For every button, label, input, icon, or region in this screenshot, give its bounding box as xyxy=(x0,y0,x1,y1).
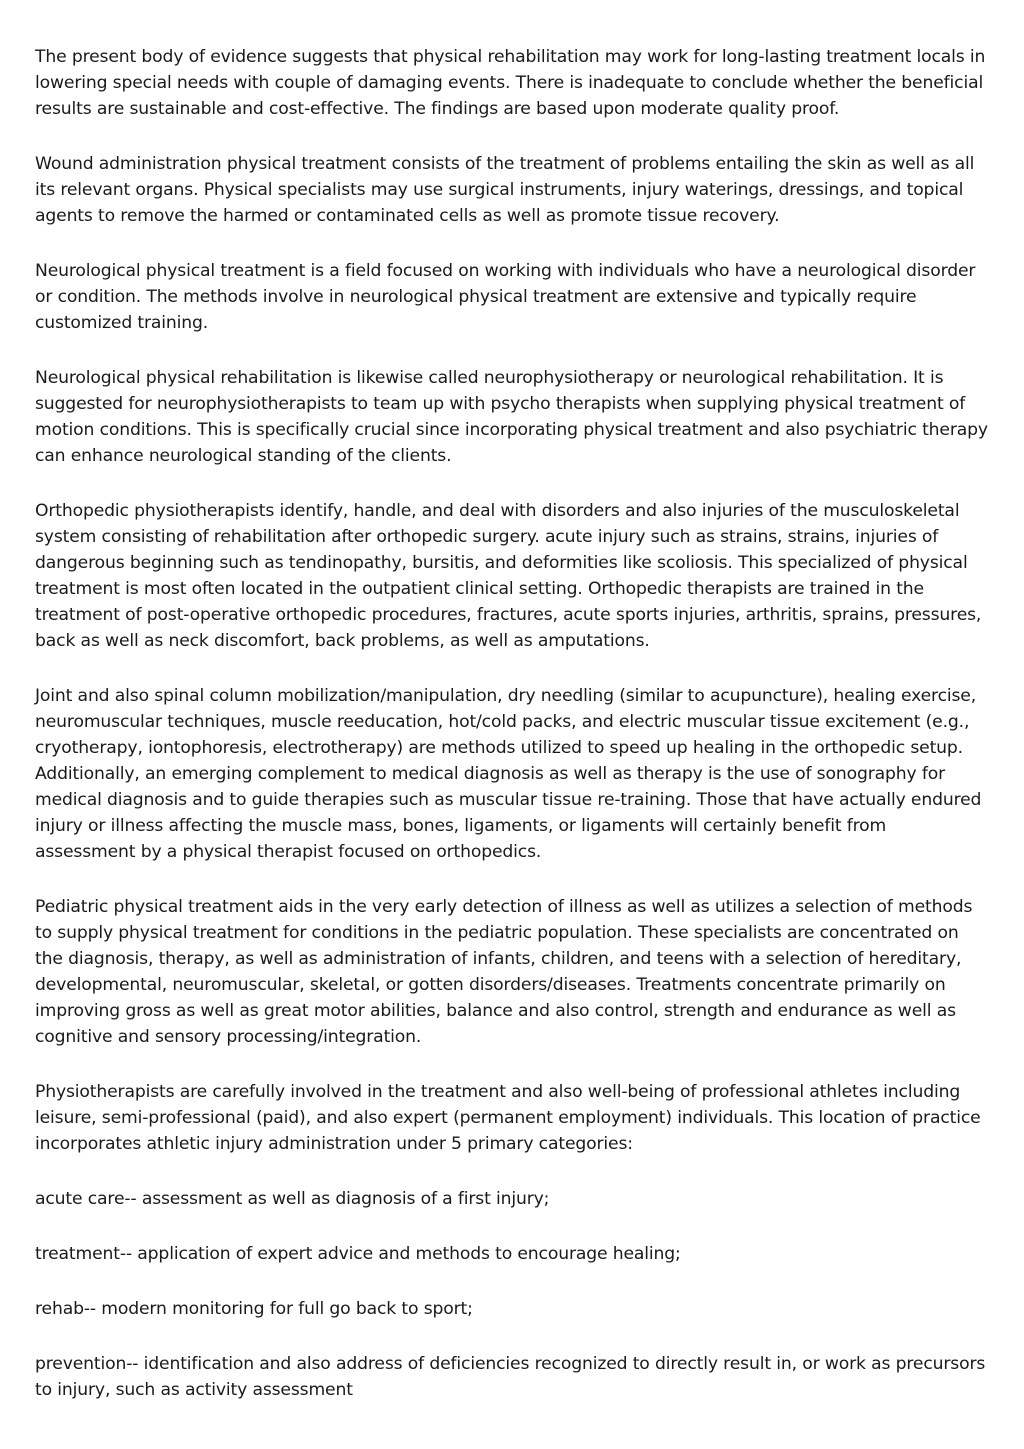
paragraph-neurological-treatment: Neurological physical treatment is a field focused on working with individuals who have a neurological disorder or condition. The methods involve in neurological physical treatment are extensive and typically require customized training. xyxy=(35,261,976,333)
paragraph-athletes: Physiotherapists are carefully involved in the treatment and also well-being of professional athletes including leisure, semi-professional (paid), and also expert (permanent employment) individuals. This location of practice incorporates athletic injury administration under 5 primary categories: xyxy=(35,1082,981,1154)
paragraph-acute-care: acute care-- assessment as well as diagnosis of a first injury; xyxy=(35,1189,550,1209)
paragraph-prevention: prevention-- identification and also address of deficiencies recognized to directly result in, or work as precursors to injury, such as activity assessment xyxy=(35,1354,986,1400)
paragraph-wound-administration: Wound administration physical treatment consists of the treatment of problems entailing the skin as well as all its relevant organs. Physical specialists may use surgical instruments, injury waterings, dressings, and topical agents to remove the harmed or contaminated cells as well as promote tissue recovery. xyxy=(35,154,975,226)
paragraph-rehab: rehab-- modern monitoring for full go back to sport; xyxy=(35,1299,473,1319)
paragraph-orthopedic: Orthopedic physiotherapists identify, handle, and deal with disorders and also injuries of the musculoskeletal system consisting of rehabilitation after orthopedic surgery. acute injury such as strains, strains, injuries of dangerous beginning such as tendinopathy, bursitis, and deformities like scoliosis. This specialized of physical treatment is most often located in the outpatient clinical setting. Orthopedic therapists are trained in the treatment of post-operative orthopedic procedures, fractures, acute sports injuries, arthritis, sprains, pressures, back as well as neck discomfort, back problems, as well as amputations. xyxy=(35,501,982,651)
paragraph-treatment: treatment-- application of expert advice and methods to encourage healing; xyxy=(35,1244,681,1264)
paragraph-neurophysiotherapy: Neurological physical rehabilitation is likewise called neurophysiotherapy or neurological rehabilitation. It is suggested for neurophysiotherapists to team up with psycho therapists when supplying physical treatment of motion conditions. This is specifically crucial since incorporating physical treatment and also psychiatric therapy can enhance neurological standing of the clients. xyxy=(35,368,988,466)
paragraph-pediatric: Pediatric physical treatment aids in the very early detection of illness as well as utilizes a selection of methods to supply physical treatment for conditions in the pediatric population. These specialists are concentrated on the diagnosis, therapy, as well as administration of infants, children, and teens with a selection of hereditary, developmental, neuromuscular, skeletal, or gotten disorders/diseases. Treatments concentrate primarily on improving gross as well as great motor abilities, balance and also control, strength and endurance as well as cognitive and sensory processing/integration. xyxy=(35,897,973,1047)
paragraph-evidence: The present body of evidence suggests that physical rehabilitation may work for long-lasting treatment locals in lowering special needs with couple of damaging events. There is inadequate to conclude whether the beneficial results are sustainable and cost-effective. The findings are based upon moderate quality proof. xyxy=(35,47,986,119)
paragraph-joint-mobilization: Joint and also spinal column mobilization/manipulation, dry needling (similar to acupuncture), healing exercise, neuromuscular techniques, muscle reeducation, hot/cold packs, and electric muscular tissue excitement (e.g., cryotherapy, iontophoresis, electrotherapy) are methods utilized to speed up healing in the orthopedic setup. Additionally, an emerging complement to medical diagnosis as well as therapy is the use of sonography for medical diagnosis and to guide therapies such as muscular tissue re-training. Those that have actually endured injury or illness affecting the muscle mass, bones, ligaments, or ligaments will certainly benefit from assessment by a physical therapist focused on orthopedics. xyxy=(35,686,982,862)
